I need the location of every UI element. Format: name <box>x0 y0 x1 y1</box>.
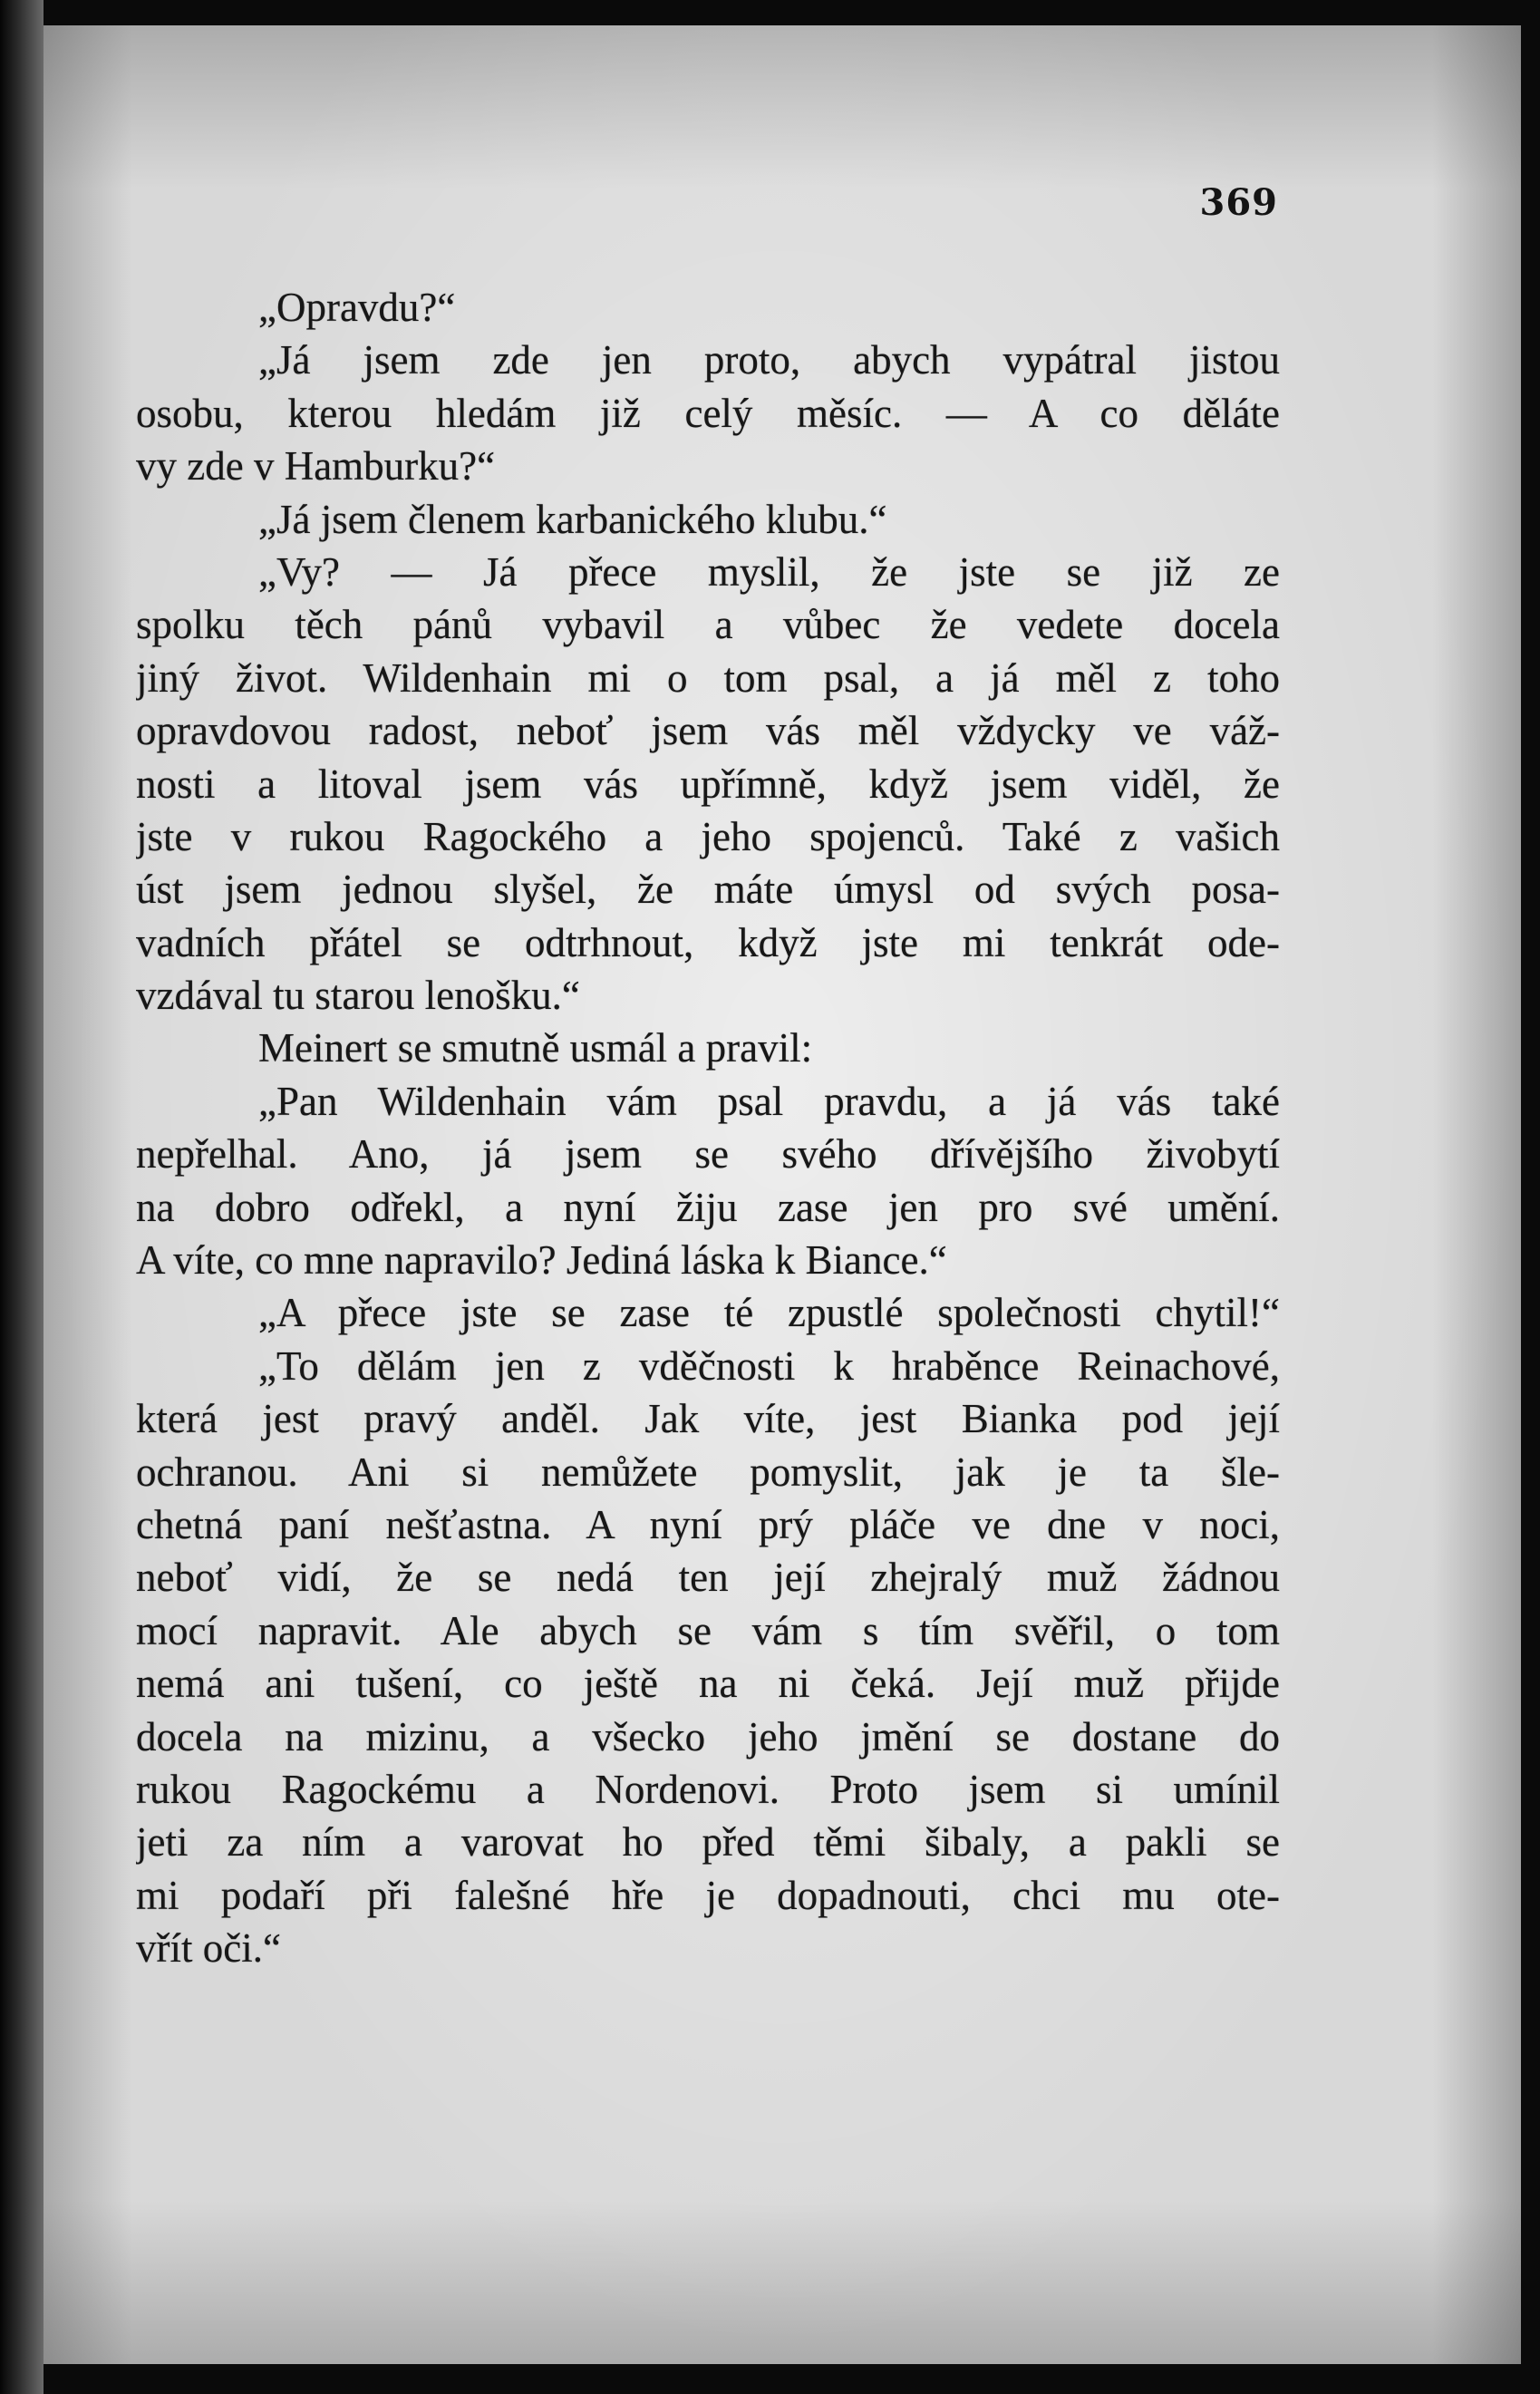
body-text <box>136 281 1280 1975</box>
text-line: nepřelhal. Ano, já jsem se svého dřívějšího živobytí <box>136 1131 1280 1178</box>
text-line: docela na mizinu, a všecko jeho jmění se dostane do <box>136 1713 1280 1759</box>
page-number: 369 <box>1199 181 1278 224</box>
text-line: úst jsem jednou slyšel, že máte úmysl od svých posa- <box>136 867 1280 913</box>
text-line: „A přece jste se zase té zpustlé společnosti chytil!“ <box>258 1290 1280 1336</box>
book-spine-edge <box>0 0 44 2394</box>
text-line: jiný život. Wildenhain mi o tom psal, a já měl z toho <box>136 654 1280 701</box>
text-line: jste v rukou Ragockého a jeho spojenců. Také z vašich <box>136 813 1280 859</box>
text-line: osobu, kterou hledám již celý měsíc. — A co děláte <box>136 390 1280 436</box>
text-line: „Já jsem členem karbanického klubu.“ <box>258 496 887 542</box>
text-line: Meinert se smutně usmál a pravil: <box>258 1025 813 1071</box>
text-line: spolku těch pánů vybavil a vůbec že vedete docela <box>136 602 1280 648</box>
text-line: mocí napravit. Ale abych se vám s tím svěřil, o tom <box>136 1607 1280 1653</box>
text-line: na dobro odřekl, a nyní žiju zase jen pro své umění. <box>136 1184 1280 1230</box>
text-line: A víte, co mne napravilo? Jediná láska k Biance.“ <box>136 1237 947 1284</box>
text-line: vzdával tu starou lenošku.“ <box>136 973 580 1019</box>
text-line: „Pan Wildenhain vám psal pravdu, a já vás také <box>258 1078 1280 1124</box>
text-line: ochranou. Ani si nemůžete pomyslit, jak je ta šle- <box>136 1449 1280 1495</box>
text-line: „Opravdu?“ <box>258 285 456 330</box>
text-line: mi podaří při falešné hře je dopadnouti, chci mu ote- <box>136 1872 1280 1918</box>
text-line: „To dělám jen z vděčnosti k hraběnce Reinachové, <box>258 1342 1280 1389</box>
text-line: opravdovou radost, neboť jsem vás měl vždycky ve váž- <box>136 708 1280 754</box>
text-line: „Vy? — Já přece myslil, že jste se již ze <box>258 548 1280 595</box>
text-line: rukou Ragockému a Nordenovi. Proto jsem si umínil <box>136 1766 1280 1812</box>
text-line: neboť vidí, že se nedá ten její zhejralý muž žádnou <box>136 1555 1280 1601</box>
text-line: nemá ani tušení, co ještě na ni čeká. Její muž přijde <box>136 1661 1280 1707</box>
text-line: vy zde v Hamburku?“ <box>136 443 496 489</box>
text-line: nosti a litoval jsem vás upřímně, když jsem viděl, že <box>136 761 1280 807</box>
text-line: jeti za ním a varovat ho před těmi šibaly, a pakli se <box>136 1819 1280 1866</box>
text-line: vřít oči.“ <box>136 1925 281 1972</box>
text-line: která jest pravý anděl. Jak víte, jest Bianka pod její <box>136 1396 1280 1442</box>
text-line: vadních přátel se odtrhnout, když jste mi tenkrát ode- <box>136 919 1280 965</box>
text-line: „Já jsem zde jen proto, abych vypátral jistou <box>258 337 1280 383</box>
text-line: chetná paní nešťastna. A nyní prý pláče ve dne v noci, <box>136 1501 1280 1547</box>
